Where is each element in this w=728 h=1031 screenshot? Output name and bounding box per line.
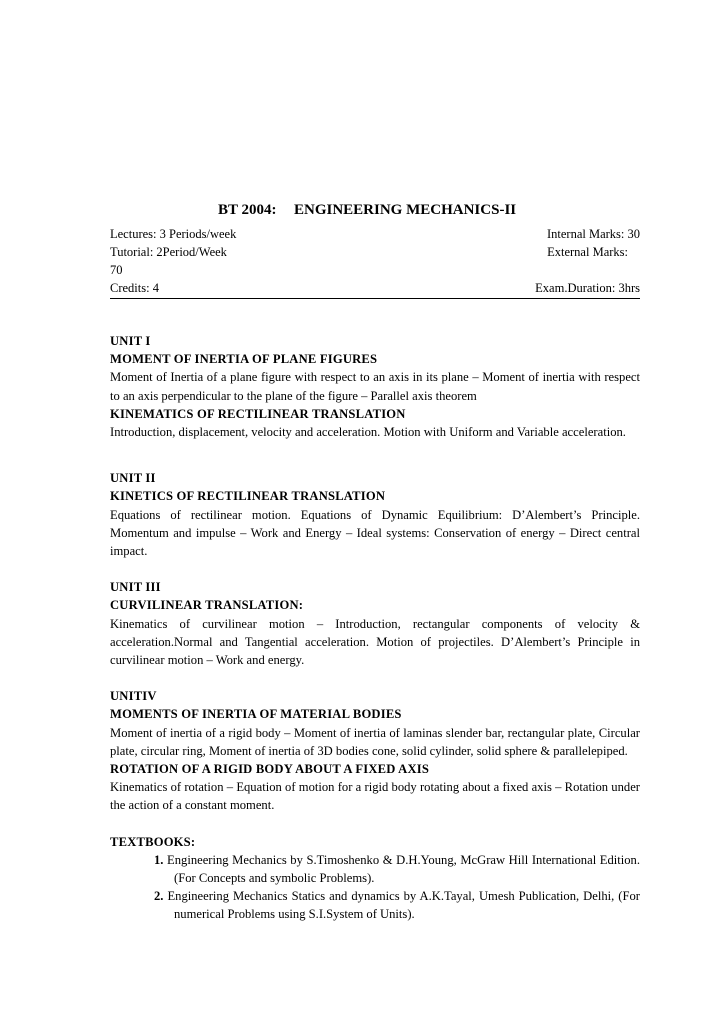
unit-4-topic-1: MOMENTS OF INERTIA OF MATERIAL BODIES xyxy=(110,707,402,722)
unit-4-text-1: Moment of inertia of a rigid body – Moment of inertia of laminas slender bar, rectangular plate, Circular plate, circular ring, Moment of inertia of 3D bodies cone, solid cylinder, solid sphere & parallelepiped. xyxy=(110,725,640,758)
meta-row-credits xyxy=(110,279,640,297)
syllabus-content xyxy=(110,332,640,924)
unit-1-topic-2: KINEMATICS OF RECTILINEAR TRANSLATION xyxy=(110,406,406,421)
unit-1 xyxy=(110,332,640,441)
external-marks-text: External Marks: xyxy=(547,245,628,259)
textbook-number: 2. xyxy=(154,889,164,904)
unit-2-topic-1: KINETICS OF RECTILINEAR TRANSLATION xyxy=(110,489,386,504)
exam-duration-text: Exam.Duration: 3hrs xyxy=(535,281,640,295)
unit-4-label: UNITIV xyxy=(110,689,157,704)
meta-row-lectures xyxy=(110,225,640,243)
credits-text: Credits: 4 xyxy=(110,281,159,295)
unit-3 xyxy=(110,578,640,669)
unit-4-text-2: Kinematics of rotation – Equation of motion for a rigid body rotating about a fixed axis – Rotation under the action of a constant moment. xyxy=(110,780,640,813)
textbooks-heading: TEXTBOOKS: xyxy=(110,834,196,849)
internal-marks-text: Internal Marks: 30 xyxy=(546,227,640,241)
external-marks-value: 70 xyxy=(110,263,123,277)
unit-2 xyxy=(110,469,640,560)
textbook-number: 1. xyxy=(154,852,164,867)
header-divider xyxy=(110,298,640,299)
unit-4-topic-2: ROTATION OF A RIGID BODY ABOUT A FIXED AXIS xyxy=(110,762,430,777)
tutorial-text: Tutorial: 2Period/Week xyxy=(110,245,227,259)
meta-row-tutorial xyxy=(110,243,640,261)
unit-2-text-1: Equations of rectilinear motion. Equations of Dynamic Equilibrium: D’Alembert’s Principle. Momentum and impulse – Work and Energy – Ideal systems: Conservation of energy – Direct central impact. xyxy=(110,507,640,559)
unit-4 xyxy=(110,687,640,814)
course-code: BT 2004: xyxy=(218,202,277,218)
textbook-text: Engineering Mechanics by S.Timoshenko & D.H.Young, McGraw Hill International Edition.(For Concepts and symbolic Problems). xyxy=(167,852,641,886)
textbooks-section xyxy=(110,833,640,924)
unit-1-topic-1: MOMENT OF INERTIA OF PLANE FIGURES xyxy=(110,352,378,367)
unit-1-text-1: Moment of Inertia of a plane figure with respect to an axis in its plane – Moment of inertia with respect to an axis perpendicular to the plane of the figure – Parallel axis theorem xyxy=(110,370,640,403)
unit-3-topic-1: CURVILINEAR TRANSLATION: xyxy=(110,598,304,613)
unit-1-text-2: Introduction, displacement, velocity and acceleration. Motion with Uniform and Variable acceleration. xyxy=(110,425,626,440)
textbook-text: Engineering Mechanics Statics and dynamics by A.K.Tayal, Umesh Publication, Delhi, (For numerical Problems using S.I.System of Units). xyxy=(167,889,640,922)
lectures-text: Lectures: 3 Periods/week xyxy=(110,227,237,241)
textbook-item xyxy=(110,887,640,923)
course-title: ENGINEERING MECHANICS-II xyxy=(294,202,517,218)
textbooks-list xyxy=(110,851,640,924)
unit-3-text-1: Kinematics of curvilinear motion – Introduction, rectangular components of velocity & acceleration.Normal and Tangential acceleration. Motion of projectiles. D’Alembert’s Principle in curvilinear motion – Work and energy. xyxy=(110,616,640,668)
unit-3-label: UNIT III xyxy=(110,580,161,595)
course-meta xyxy=(110,225,640,297)
meta-row-external-value xyxy=(110,261,640,279)
textbook-item xyxy=(110,851,640,887)
unit-2-label: UNIT II xyxy=(110,471,156,486)
unit-1-label: UNIT I xyxy=(110,334,151,348)
